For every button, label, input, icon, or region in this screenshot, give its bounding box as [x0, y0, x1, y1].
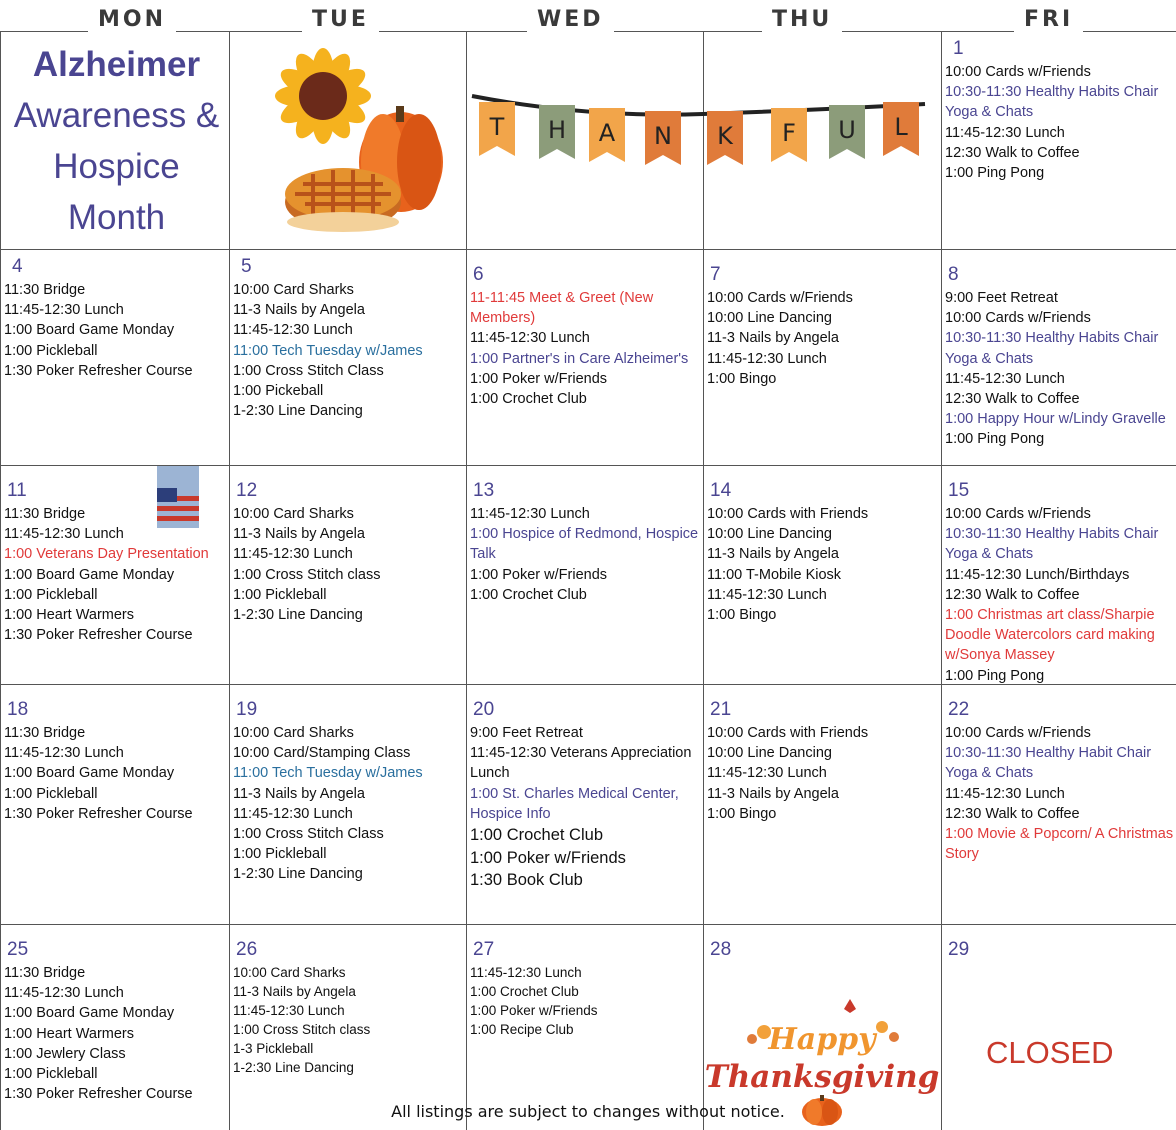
banner-letter: K: [717, 122, 733, 150]
event-item: 1:00 Pickleball: [233, 586, 327, 603]
day-cell-20: [467, 685, 703, 924]
day-head-thu: THU: [762, 6, 842, 34]
banner-letter: A: [598, 119, 616, 147]
event-item: 1:00 Crochet Club: [470, 391, 587, 408]
event-item: 1:00 Ping Pong: [945, 667, 1045, 684]
event-item: 11-3 Nails by Angela: [233, 526, 365, 543]
event-item: 1:00 Crochet Club: [470, 826, 603, 845]
event-item: 1:00 Board Game Monday: [4, 322, 175, 339]
event-item: 11:00 T-Mobile Kiosk: [707, 566, 842, 583]
event-item: 10:00 Cards w/Friends: [945, 506, 1091, 522]
event-item: 1:00 St. Charles Medical Center, Hospice Info: [470, 785, 679, 822]
day-head-tue: TUE: [302, 6, 379, 34]
day-cell-1: [942, 32, 1176, 249]
event-item: 11:45-12:30 Lunch: [470, 965, 582, 980]
event-item: 1:00 Pickleball: [4, 1066, 98, 1083]
event-item: 11-3 Nails by Angela: [233, 785, 365, 802]
banner-flag: [829, 105, 865, 159]
event-item: 1:00 Movie & Popcorn/ A Christmas Story: [945, 826, 1174, 863]
event-item: 1:00 Crochet Club: [470, 586, 587, 603]
footer-note: All listings are subject to changes without notice.: [391, 1102, 785, 1121]
event-item: 1:00 Hospice of Redmond, Hospice Talk: [470, 526, 699, 563]
awareness-line: Alzheimer: [32, 45, 201, 84]
event-item: 9:00 Feet Retreat: [470, 725, 583, 741]
day-number: 8: [948, 264, 959, 285]
event-item: 11:45-12:30 Lunch: [945, 124, 1065, 141]
event-item: 1-3 Pickleball: [233, 1041, 314, 1056]
event-item: 11:45-12:30 Lunch: [233, 805, 353, 822]
event-item: 1:00 Board Game Monday: [4, 1005, 175, 1022]
event-item: 10:00 Cards w/Friends: [945, 310, 1091, 327]
day-cell-4: [1, 250, 229, 465]
event-item: 1:00 Board Game Monday: [4, 765, 175, 782]
day-cell-5: [230, 250, 466, 465]
event-item: 10:00 Card Sharks: [233, 965, 346, 980]
event-item: 11:45-12:30 Lunch: [4, 526, 124, 543]
day-cell-26: [230, 925, 466, 1130]
event-item: 11:30 Bridge: [4, 506, 86, 522]
day-cell-28: [704, 925, 941, 1130]
event-item: 10:00 Card/Stamping Class: [233, 745, 411, 762]
thanksgiving-text: Thanksgiving: [704, 1059, 940, 1095]
event-item: 10:30-11:30 Healthy Habits Chair Yoga & Chats: [945, 330, 1159, 367]
event-item: 11-11:45 Meet & Greet (New Members): [470, 290, 654, 327]
day-number: 7: [710, 264, 721, 285]
banner-letter: H: [547, 116, 567, 144]
event-item: 1:00 Cross Stitch class: [233, 1022, 371, 1037]
day-number: 22: [948, 699, 970, 720]
day-number: 20: [473, 699, 495, 720]
event-item: 10:00 Card Sharks: [233, 282, 354, 298]
event-item: 1:00 Poker w/Friends: [470, 566, 608, 583]
autumn-art-cell: [230, 32, 466, 249]
event-item: 1:00 Pickeball: [233, 383, 324, 400]
event-item: 10:00 Line Dancing: [707, 745, 832, 762]
event-item: 11:30 Bridge: [4, 282, 86, 298]
event-item: 1:00 Pickleball: [4, 586, 98, 603]
event-item: 10:00 Line Dancing: [707, 310, 832, 327]
event-item: 12:30 Walk to Coffee: [945, 586, 1080, 603]
event-item: 1:30 Poker Refresher Course: [4, 1086, 193, 1103]
event-item: 1:30 Poker Refresher Course: [4, 805, 193, 822]
day-number: 12: [236, 480, 258, 501]
day-number: 19: [236, 699, 258, 720]
event-item: 1:00 Ping Pong: [945, 165, 1045, 182]
event-item: 12:30 Walk to Coffee: [945, 144, 1080, 161]
event-item: 1-2:30 Line Dancing: [233, 403, 363, 420]
event-item: 11:45-12:30 Lunch: [4, 302, 124, 319]
banner-flag: [589, 108, 625, 162]
event-item: 11:45-12:30 Lunch: [945, 370, 1065, 387]
day-head-wed: WED: [527, 6, 614, 34]
event-item: 1:00 Bingo: [707, 805, 777, 822]
event-item: 11:45-12:30 Lunch: [470, 330, 590, 347]
day-number: 18: [7, 699, 29, 720]
event-item: 1:00 Bingo: [707, 607, 777, 624]
event-item: 1:00 Recipe Club: [470, 1022, 574, 1037]
banner-letter: T: [489, 113, 505, 141]
day-cell-6: [467, 250, 703, 465]
event-item: 1-2:30 Line Dancing: [233, 866, 363, 883]
event-item: 1:00 Poker w/Friends: [470, 1003, 598, 1018]
day-head-fri: FRI: [1014, 6, 1083, 34]
event-item: 11:45-12:30 Lunch: [233, 546, 353, 563]
day-number: 29: [948, 939, 970, 960]
day-cell-11: [1, 466, 229, 684]
day-cell-25: [1, 925, 229, 1130]
event-item: 1:00 Pickleball: [4, 785, 98, 802]
event-item: 1:00 Veterans Day Presentation: [4, 546, 209, 563]
event-item: 11:00 Tech Tuesday w/James: [233, 765, 423, 782]
day-cell-22: [942, 685, 1176, 924]
event-item: 1:00 Pickleball: [233, 846, 327, 863]
banner-flag: [645, 111, 681, 165]
day-cell-14: [704, 466, 941, 684]
event-item: 12:30 Walk to Coffee: [945, 391, 1080, 408]
event-item: 11-3 Nails by Angela: [707, 546, 839, 563]
awareness-cell: [1, 32, 229, 249]
event-item: 11:45-12:30 Lunch: [707, 765, 827, 782]
event-item: 1:00 Jewlery Class: [4, 1045, 126, 1062]
day-number: 25: [7, 939, 29, 960]
day-cell-13: [467, 466, 703, 684]
event-item: 1:00 Poker w/Friends: [470, 848, 626, 867]
american-flag-icon: [157, 466, 199, 528]
event-item: 11:45-12:30 Veterans Appreciation Lunch: [470, 745, 692, 782]
banner-flag: [539, 105, 575, 159]
day-cell-19: [230, 685, 466, 924]
banner-letter: L: [894, 113, 908, 141]
day-number: 11: [7, 480, 27, 501]
awareness-line: Hospice: [53, 147, 180, 186]
event-item: 1:00 Heart Warmers: [4, 1025, 134, 1042]
event-item: 11-3 Nails by Angela: [233, 984, 356, 999]
day-cell-21: [704, 685, 941, 924]
event-item: 1:00 Cross Stitch Class: [233, 826, 384, 843]
closed-label: CLOSED: [986, 1035, 1114, 1070]
event-item: 11:45-12:30 Lunch: [4, 985, 124, 1002]
event-item: 11:45-12:30 Lunch: [945, 785, 1065, 802]
event-item: 1:00 Heart Warmers: [4, 607, 134, 624]
day-number: 5: [241, 256, 252, 277]
day-cell-7: [704, 250, 941, 465]
day-number: 26: [236, 939, 258, 960]
event-item: 10:30-11:30 Healthy Habits Chair Yoga & Chats: [945, 84, 1159, 121]
banner-letter: F: [782, 119, 796, 147]
event-item: 1:30 Poker Refresher Course: [4, 362, 193, 379]
event-item: 10:00 Cards with Friends: [707, 725, 869, 741]
event-item: 11:45-12:30 Lunch: [233, 322, 353, 339]
day-head-mon: MON: [88, 6, 176, 34]
event-item: 10:00 Cards w/Friends: [945, 64, 1091, 80]
day-number: 13: [473, 480, 495, 501]
banner-letter: U: [838, 116, 856, 144]
day-cell-8: [942, 250, 1176, 465]
thankful-banner: [467, 32, 941, 249]
banner-flag: [707, 111, 743, 165]
event-item: 10:00 Cards w/Friends: [707, 290, 853, 306]
event-item: 11:45-12:30 Lunch: [233, 1003, 345, 1018]
event-item: 10:00 Card Sharks: [233, 506, 354, 522]
event-item: 1:00 Cross Stitch Class: [233, 362, 384, 379]
event-item: 1:00 Cross Stitch class: [233, 566, 381, 583]
banner-flag: [883, 102, 919, 156]
day-number: 1: [953, 38, 964, 59]
event-item: 1:00 Bingo: [707, 370, 777, 387]
day-cell-29: [942, 925, 1176, 1130]
thankful-banner-cell: [467, 32, 941, 249]
event-item: 11:45-12:30 Lunch/Birthdays: [945, 566, 1130, 583]
event-item: 1:00 Happy Hour w/Lindy Gravelle: [945, 411, 1166, 428]
event-item: 10:00 Line Dancing: [707, 526, 832, 543]
event-item: 12:30 Walk to Coffee: [945, 805, 1080, 822]
event-item: 1:00 Christmas art class/Sharpie Doodle Watercolors card making w/Sonya Massey: [945, 607, 1155, 664]
day-number: 28: [710, 939, 732, 960]
happy-thanksgiving-graphic: [704, 947, 940, 1127]
event-item: 11:45-12:30 Lunch: [470, 506, 590, 522]
event-item: 11:45-12:30 Lunch: [4, 745, 124, 762]
event-item: 11-3 Nails by Angela: [707, 785, 839, 802]
event-item: 1:00 Ping Pong: [945, 431, 1045, 448]
autumn-harvest-illustration: [233, 34, 466, 244]
day-number: 21: [710, 699, 732, 720]
awareness-line: Awareness &: [13, 96, 220, 135]
banner-letter: N: [654, 122, 672, 150]
day-cell-18: [1, 685, 229, 924]
day-cell-27: [467, 925, 703, 1130]
event-item: 11:30 Bridge: [4, 725, 86, 741]
day-number: 27: [473, 939, 495, 960]
event-item: 1:00 Crochet Club: [470, 984, 579, 999]
event-item: 10:00 Cards with Friends: [707, 506, 869, 522]
event-item: 11:45-12:30 Lunch: [707, 350, 827, 367]
day-number: 4: [12, 256, 23, 277]
event-item: 11-3 Nails by Angela: [707, 330, 839, 347]
event-item: 11:45-12:30 Lunch: [707, 586, 827, 603]
awareness-title: [4, 40, 229, 243]
event-item: 1:00 Board Game Monday: [4, 566, 175, 583]
event-item: 11:00 Tech Tuesday w/James: [233, 342, 423, 359]
event-item: 10:30-11:30 Healthy Habit Chair Yoga & Chats: [945, 745, 1152, 782]
day-number: 15: [948, 480, 970, 501]
event-item: 1:30 Poker Refresher Course: [4, 627, 193, 644]
sunflower-icon: [275, 48, 371, 144]
event-item: 11-3 Nails by Angela: [233, 302, 365, 319]
event-item: 1:30 Book Club: [470, 871, 583, 890]
event-item: 10:30-11:30 Healthy Habits Chair Yoga & Chats: [945, 526, 1159, 563]
banner-flag: [479, 102, 515, 156]
event-item: 1:00 Poker w/Friends: [470, 370, 608, 387]
event-item: 1:00 Pickleball: [4, 342, 98, 359]
happy-text: Happy: [768, 1022, 876, 1057]
event-item: 10:00 Card Sharks: [233, 725, 354, 741]
event-item: 1:00 Partner's in Care Alzheimer's: [470, 350, 689, 367]
banner-flag: [771, 108, 807, 162]
awareness-line: Month: [67, 198, 166, 237]
event-item: 11:30 Bridge: [4, 965, 86, 981]
event-item: 1-2:30 Line Dancing: [233, 1060, 354, 1075]
event-item: 10:00 Cards w/Friends: [945, 725, 1091, 741]
day-cell-12: [230, 466, 466, 684]
weekday-header: [0, 0, 1176, 32]
calendar-grid: [0, 32, 1176, 1130]
day-cell-15: [942, 466, 1176, 684]
day-number: 6: [473, 264, 484, 285]
event-item: 9:00 Feet Retreat: [945, 290, 1058, 306]
pie-icon: [285, 168, 401, 232]
day-number: 14: [710, 480, 732, 501]
event-item: 1-2:30 Line Dancing: [233, 607, 363, 624]
